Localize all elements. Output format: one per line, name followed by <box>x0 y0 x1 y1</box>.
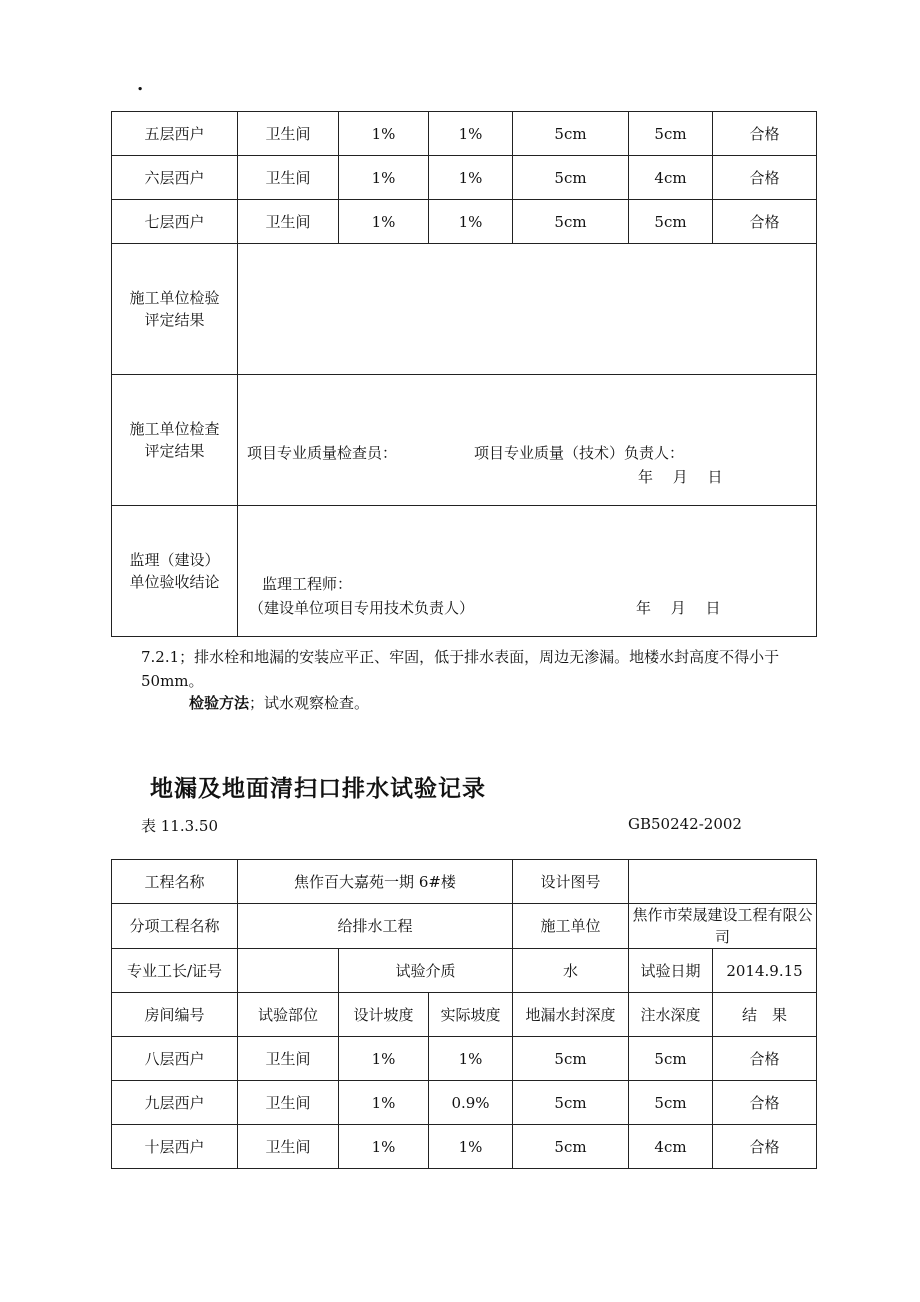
seal-depth-cell: 5cm <box>513 1125 629 1169</box>
actual-slope-cell: 0.9% <box>429 1081 513 1125</box>
water-depth-cell: 5cm <box>629 1081 713 1125</box>
column-header: 房间编号 <box>112 993 238 1037</box>
location-cell: 卫生间 <box>238 1037 339 1081</box>
label-line: 评定结果 <box>144 311 205 329</box>
method-label: 检验方法 <box>189 694 250 712</box>
room-cell: 六层西户 <box>112 156 238 200</box>
actual-slope-cell: 1% <box>429 1125 513 1169</box>
water-depth-cell: 5cm <box>629 200 713 244</box>
check-date: 年 月 日 <box>638 468 723 486</box>
project-row <box>112 860 817 904</box>
check-result-row <box>112 375 817 506</box>
label-line: 单位验收结论 <box>129 573 220 591</box>
header-row <box>112 993 817 1037</box>
test-info-row <box>112 949 817 993</box>
inspection-table-continued <box>111 111 817 637</box>
supervision-content <box>238 506 817 637</box>
water-depth-cell: 5cm <box>629 112 713 156</box>
supervision-engineer-label: 监理工程师： <box>262 575 353 593</box>
label-line: 评定结果 <box>144 442 205 460</box>
table-row <box>112 1081 817 1125</box>
foreman-label: 专业工长/证号 <box>112 949 238 993</box>
seal-depth-cell: 5cm <box>513 1037 629 1081</box>
design-slope-cell: 1% <box>339 112 429 156</box>
column-header: 设计坡度 <box>339 993 429 1037</box>
result-cell: 合格 <box>713 1037 817 1081</box>
drawing-no-label: 设计图号 <box>513 860 629 904</box>
actual-slope-cell: 1% <box>429 1037 513 1081</box>
water-depth-cell: 5cm <box>629 1037 713 1081</box>
location-cell: 卫生间 <box>238 200 339 244</box>
foreman-value <box>238 949 339 993</box>
sub-project-label: 分项工程名称 <box>112 904 238 949</box>
result-cell: 合格 <box>713 112 817 156</box>
supervision-row <box>112 506 817 637</box>
table-row <box>112 200 817 244</box>
inspection-result-content <box>238 244 817 375</box>
water-depth-cell: 4cm <box>629 156 713 200</box>
contractor-label: 施工单位 <box>513 904 629 949</box>
method-text: ；试水观察检查。 <box>249 694 370 712</box>
clause-note: 7.2.1；排水栓和地漏的安装应平正、牢固，低于排水表面，周边无渗漏。地楼水封高度不得小于 50mm。 <box>141 648 780 690</box>
actual-slope-cell: 1% <box>429 156 513 200</box>
medium-value: 水 <box>513 949 629 993</box>
result-cell: 合格 <box>713 156 817 200</box>
column-header: 地漏水封深度 <box>513 993 629 1037</box>
test-date-label: 试验日期 <box>629 949 713 993</box>
actual-slope-cell: 1% <box>429 112 513 156</box>
result-cell: 合格 <box>713 1081 817 1125</box>
design-slope-cell: 1% <box>339 1081 429 1125</box>
column-header: 实际坡度 <box>429 993 513 1037</box>
supervision-date: 年 月 日 <box>636 599 721 617</box>
contractor-value: 焦作市荣晟建设工程有限公司 <box>629 904 817 949</box>
check-result-content <box>238 375 817 506</box>
quality-lead-label: 项目专业质量（技术）负责人： <box>474 444 685 462</box>
column-header: 注水深度 <box>629 993 713 1037</box>
test-date-value: 2014.9.15 <box>713 949 817 993</box>
drain-test-table <box>111 859 817 1169</box>
location-cell: 卫生间 <box>238 156 339 200</box>
result-cell: 合格 <box>713 200 817 244</box>
actual-slope-cell: 1% <box>429 200 513 244</box>
column-header: 结 果 <box>713 993 817 1037</box>
design-slope-cell: 1% <box>339 200 429 244</box>
table-row <box>112 112 817 156</box>
inspection-method <box>189 692 369 713</box>
seal-depth-cell: 5cm <box>513 156 629 200</box>
sub-project-value: 给排水工程 <box>238 904 513 949</box>
seal-depth-cell: 5cm <box>513 112 629 156</box>
construction-lead-label: （建设单位项目专用技术负责人） <box>249 599 475 617</box>
seal-depth-cell: 5cm <box>513 200 629 244</box>
location-cell: 卫生间 <box>238 1125 339 1169</box>
room-cell: 七层西户 <box>112 200 238 244</box>
standard-code: GB50242-2002 <box>628 815 742 833</box>
table-row <box>112 1037 817 1081</box>
result-cell: 合格 <box>713 1125 817 1169</box>
design-slope-cell: 1% <box>339 1037 429 1081</box>
room-cell: 五层西户 <box>112 112 238 156</box>
design-slope-cell: 1% <box>339 1125 429 1169</box>
page-mark: . <box>137 74 144 95</box>
table-number: 表 11.3.50 <box>141 817 219 835</box>
water-depth-cell: 4cm <box>629 1125 713 1169</box>
drawing-no-value <box>629 860 817 904</box>
inspection-result-label <box>112 244 238 375</box>
seal-depth-cell: 5cm <box>513 1081 629 1125</box>
quality-inspector-label: 项目专业质量检查员： <box>247 444 398 462</box>
label-line: 施工单位检查 <box>129 420 220 438</box>
check-result-label <box>112 375 238 506</box>
project-name-value: 焦作百大嘉苑一期 6#楼 <box>238 860 513 904</box>
supervision-label <box>112 506 238 637</box>
label-line: 监理（建设） <box>129 551 220 569</box>
column-header: 试验部位 <box>238 993 339 1037</box>
label-line: 施工单位检验 <box>129 289 220 307</box>
room-cell: 八层西户 <box>112 1037 238 1081</box>
medium-label: 试验介质 <box>339 949 513 993</box>
design-slope-cell: 1% <box>339 156 429 200</box>
table-row <box>112 156 817 200</box>
document-title: 地漏及地面清扫口排水试验记录 <box>150 776 486 802</box>
sub-project-row <box>112 904 817 949</box>
inspection-result-row <box>112 244 817 375</box>
location-cell: 卫生间 <box>238 112 339 156</box>
room-cell: 九层西户 <box>112 1081 238 1125</box>
location-cell: 卫生间 <box>238 1081 339 1125</box>
room-cell: 十层西户 <box>112 1125 238 1169</box>
project-name-label: 工程名称 <box>112 860 238 904</box>
table-row <box>112 1125 817 1169</box>
